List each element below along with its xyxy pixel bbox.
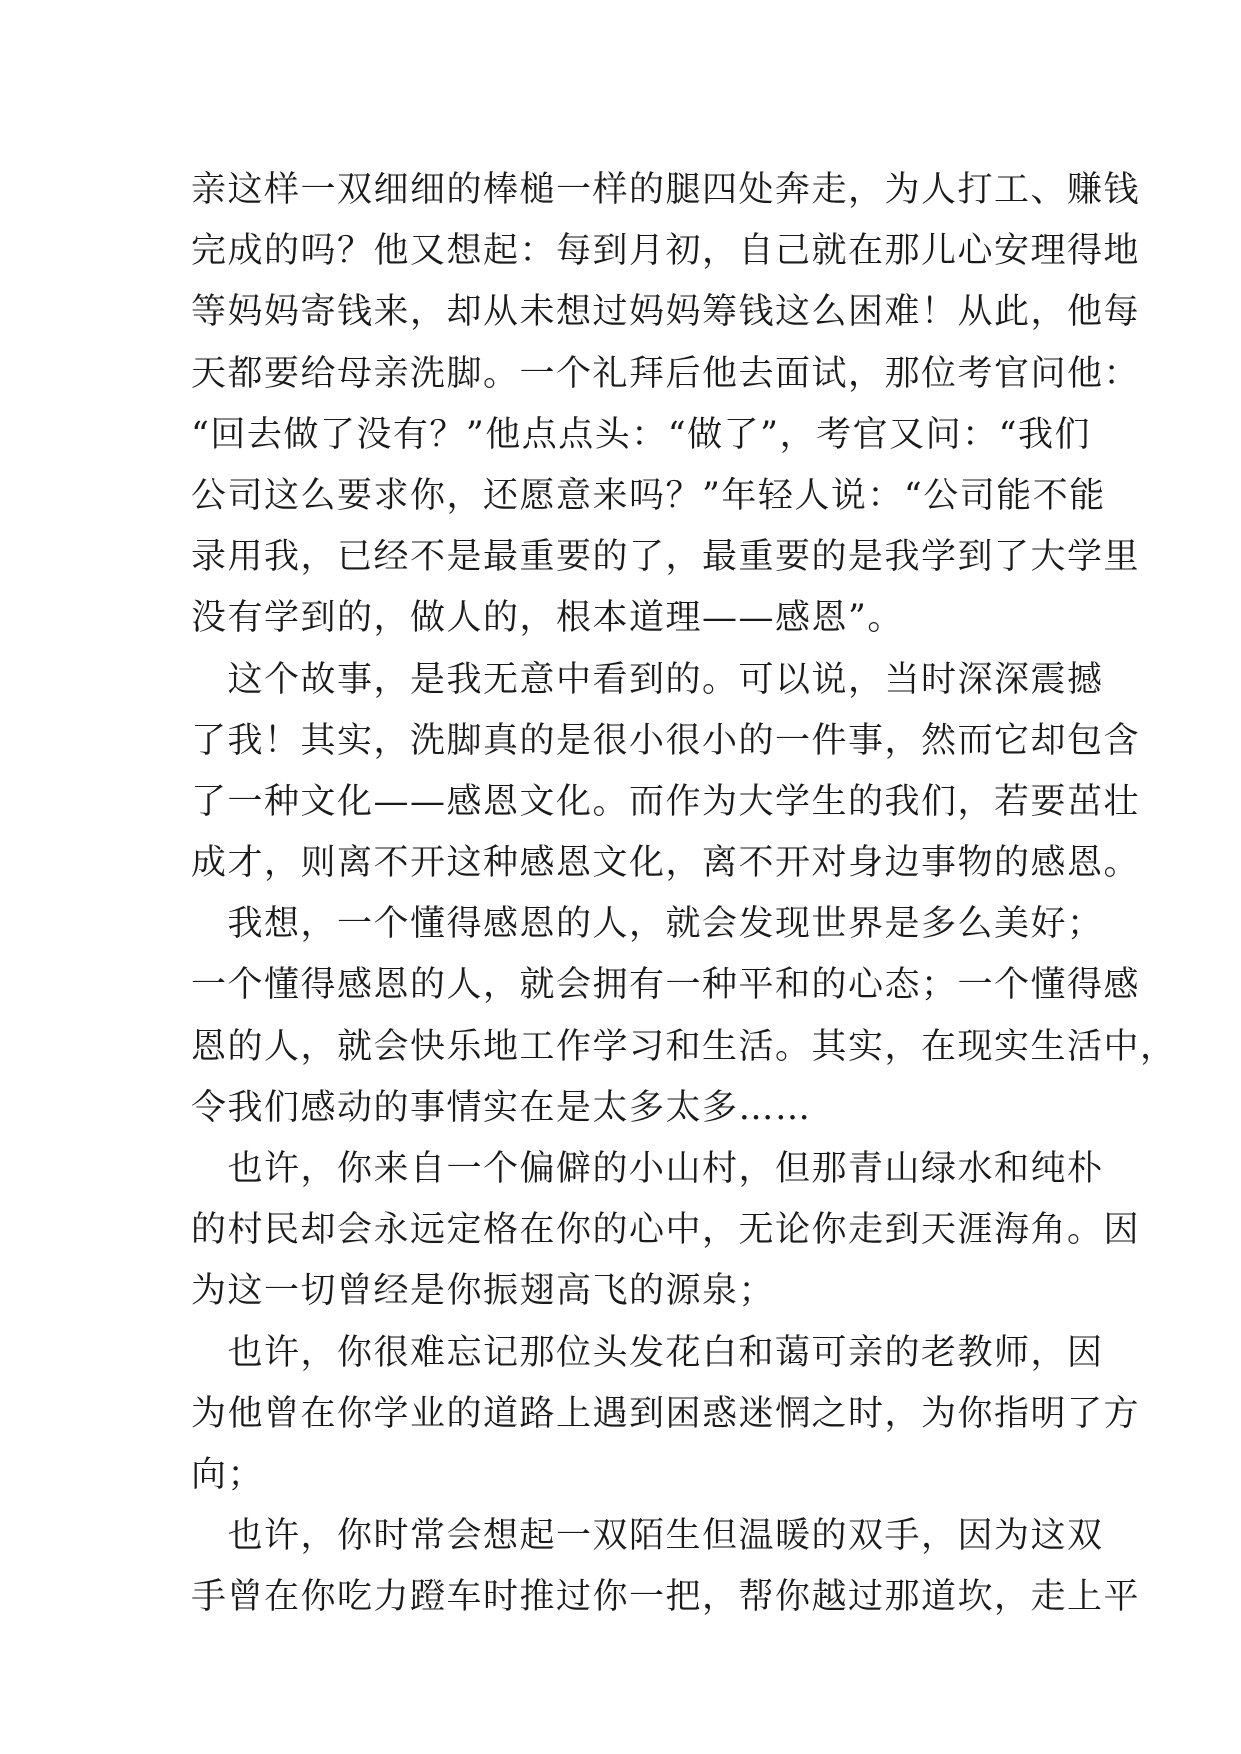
text-line: 向； xyxy=(191,1454,265,1495)
text-line: 录用我，已经不是最重要的了，最重要的是我学到了大学里 xyxy=(191,537,1141,578)
text-line: 这个故事，是我无意中看到的。可以说，当时深深震撼 xyxy=(191,659,1104,700)
text-line: 也许，你时常会想起一双陌生但温暖的双手，因为这双 xyxy=(191,1516,1104,1557)
text-line: 亲这样一双细细的棒槌一样的腿四处奔走，为人打工、赚钱 xyxy=(191,170,1141,210)
text-line: 天都要给母亲洗脚。一个礼拜后他去面试，那位考官问他： xyxy=(191,353,1141,394)
text-line: 成才，则离不开这种感恩文化，离不开对身边事物的感恩。 xyxy=(191,843,1141,884)
text-line: 也许，你来自一个偏僻的小山村，但那青山绿水和纯朴 xyxy=(191,1149,1104,1189)
text-line: 我想，一个懂得感恩的人，就会发现世界是多么美好； xyxy=(191,904,1104,945)
text-line: 一个懂得感恩的人，就会拥有一种平和的心态；一个懂得感 xyxy=(191,965,1141,1006)
text-line: “回去做了没有？”他点点头：“做了”，考官又问：“我们 xyxy=(191,414,1091,455)
text-line: 为他曾在你学业的道路上遇到困惑迷惘之时，为你指明了方 xyxy=(191,1393,1141,1434)
text-line: 了一种文化——感恩文化。而作为大学生的我们，若要茁壮 xyxy=(191,781,1141,822)
text-line: 为这一切曾经是你振翅高飞的源泉； xyxy=(191,1271,776,1312)
text-line: 手曾在你吃力蹬车时推过你一把，帮你越过那道坎，走上平 xyxy=(191,1577,1141,1618)
text-line: 了我！其实，洗脚真的是很小很小的一件事，然而它却包含 xyxy=(191,720,1141,761)
text-line: 没有学到的，做人的，根本道理——感恩”。 xyxy=(191,598,904,639)
text-line: 令我们感动的事情实在是太多太多…… xyxy=(191,1087,812,1128)
text-line: 等妈妈寄钱来，却从未想过妈妈筹钱这么困难！从此，他每 xyxy=(191,292,1141,333)
text-line: 恩的人，就会快乐地工作学习和生活。其实，在现实生活中， xyxy=(191,1026,1177,1067)
text-line: 也许，你很难忘记那位头发花白和蔼可亲的老教师，因 xyxy=(191,1332,1104,1373)
text-line: 完成的吗？他又想起：每到月初，自己就在那儿心安理得地 xyxy=(191,231,1141,272)
text-line: 公司这么要求你，还愿意来吗？”年轻人说：“公司能不能 xyxy=(191,475,1106,516)
text-line: 的村民却会永远定格在你的心中，无论你走到天涯海角。因 xyxy=(191,1210,1141,1251)
body-text xyxy=(191,160,1177,1629)
